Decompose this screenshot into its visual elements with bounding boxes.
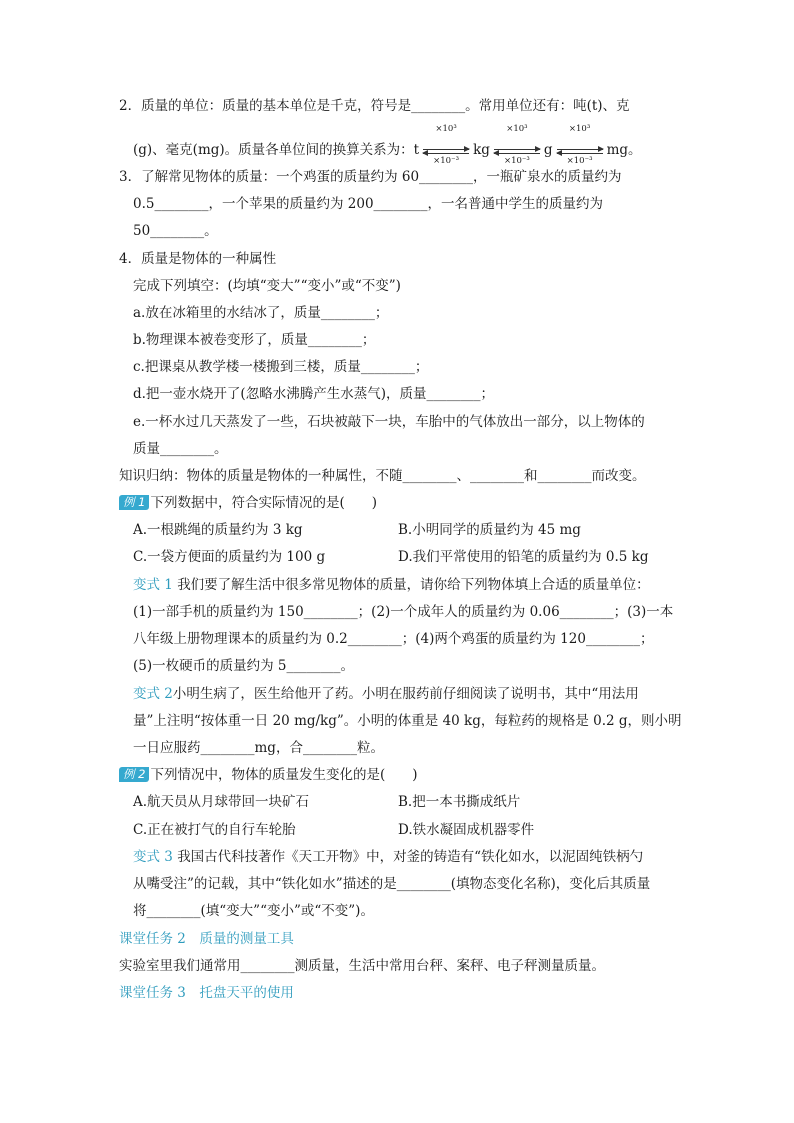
arrow-right-icon [423,149,469,150]
q3-line2: 0.5________，一个苹果的质量约为 200________，一名普通中学生的质量约为 [133,196,604,212]
example-2-option-a: A.航天员从月球带回一块矿石 [133,794,310,810]
unit-mg: mg。 [606,142,642,158]
knowledge-summary: 知识归纳：物体的质量是物体的一种属性，不随________、________和________而改变。 [119,468,646,484]
arrow-left-icon [423,153,469,154]
example-1-option-c: C.一袋方便面的质量约为 100 g [133,549,326,565]
example-2-option-b: B.把一本书撕成纸片 [398,794,521,810]
variant-2-line3: 一日应服药________mg，合________粒。 [133,740,384,756]
example-2-option-d: D.铁水凝固成机器零件 [398,822,535,838]
variant-2-label: 变式 2 [133,686,173,702]
variant-1-line4: (5)一枚硬币的质量约为 5________。 [133,658,355,674]
q3-line3: 50________。 [133,223,218,239]
variant-1-line1 [133,575,650,595]
task-2-heading: 课堂任务 2 质量的测量工具 [119,931,294,947]
q2-line1: 2．质量的单位：质量的基本单位是千克，符号是________。常用单位还有：吨(t)、克 [119,98,630,114]
example-1-option-d: D.我们平常使用的铅笔的质量约为 0.5 kg [398,549,649,565]
variant-3-text: 我国古代科技著作《天工开物》中，对釜的铸造有“铁化如水，以泥固纯铁柄勺 [177,849,644,865]
conversion-down-label: ×10⁻³ [503,156,530,166]
q4-item-b: b.物理课本被卷变形了，质量________； [133,332,376,348]
q3-line1: 3．了解常见物体的质量：一个鸡蛋的质量约为 60________，一瓶矿泉水的质量约为 [119,169,622,185]
example-1-text: 下列数据中，符合实际情况的是( ) [150,495,378,511]
conversion-arrow-g-mg [557,124,603,166]
variant-2-text: 小明生病了，医生给他开了药。小明在服药前仔细阅读了说明书，其中“用法用 [172,686,639,702]
example-1-question [119,493,377,513]
example-2-tag: 例 2 [119,767,149,782]
q4-item-c: c.把课桌从教学楼一楼搬到三楼，质量________； [133,359,429,375]
example-2-text: 下列情况中，物体的质量发生变化的是( ) [150,767,418,783]
conversion-down-label: ×10⁻³ [566,156,593,166]
variant-3-label: 变式 3 [133,849,173,865]
conversion-arrow-t-kg [423,124,469,166]
variant-1-line3: 八年级上册物理课本的质量约为 0.2________；(4)两个鸡蛋的质量约为 120________； [133,631,654,647]
conversion-down-label: ×10⁻³ [433,156,459,166]
unit-g: g [543,142,553,158]
task-3-heading: 课堂任务 3 托盘天平的使用 [119,985,294,1001]
unit-kg: kg [473,142,490,158]
q4-item-a: a.放在冰箱里的水结冰了，质量________； [133,305,389,321]
arrow-left-icon [557,153,603,154]
q2-line2 [133,124,642,166]
example-1-tag: 例 1 [119,495,149,510]
variant-3-line2: 从嘴受注”的记载，其中“铁化如水”描述的是________(填物态变化名称)，变化后其质量 [133,876,651,892]
conversion-up-label: ×10³ [568,124,591,134]
arrow-right-icon [494,149,540,150]
q2-line2-text: (g)、毫克(mg)。质量各单位间的换算关系为：t [133,142,420,158]
variant-3-line3: 将________(填“变大”“变小”或“不变”)。 [133,903,374,919]
conversion-arrow-kg-g [494,124,540,166]
variant-1-line2: (1)一部手机的质量约为 150________；(2)一个成年人的质量约为 0.06________；(3)一本 [133,604,674,620]
variant-1-text: 我们要了解生活中很多常见物体的质量，请你给下列物体填上合适的质量单位： [177,577,650,593]
variant-1-label: 变式 1 [133,577,173,593]
example-1-option-b: B.小明同学的质量约为 45 mg [398,522,581,538]
variant-2-line2: 量”上注明“按体重一日 20 mg/kg”。小明的体重是 40 kg，每粒药的规格是 0.2 g，则小明 [133,713,682,729]
variant-2-line1 [133,684,639,704]
q4-instruction: 完成下列填空：(均填“变大”“变小”或“不变”) [133,278,401,294]
arrow-right-icon [557,149,603,150]
conversion-up-label: ×10³ [506,124,528,134]
variant-3-line1 [133,847,643,867]
task-2-body: 实验室里我们通常用________测质量，生活中常用台秤、案秤、电子秤测量质量。 [119,958,605,974]
example-1-option-a: A.一根跳绳的质量约为 3 kg [133,522,303,538]
q4-item-e-line2: 质量________。 [133,441,228,457]
q4-item-d: d.把一壶水烧开了(忽略水沸腾产生水蒸气)，质量________； [133,386,494,402]
arrow-left-icon [494,153,540,154]
example-2-question [119,765,418,785]
conversion-up-label: ×10³ [435,124,457,134]
example-2-option-c: C.正在被打气的自行车轮胎 [133,822,296,838]
q4-item-e-line1: e.一杯水过几天蒸发了一些，石块被敲下一块，车胎中的气体放出一部分，以上物体的 [133,414,645,430]
q4-title: 4．质量是物体的一种属性 [119,251,277,267]
